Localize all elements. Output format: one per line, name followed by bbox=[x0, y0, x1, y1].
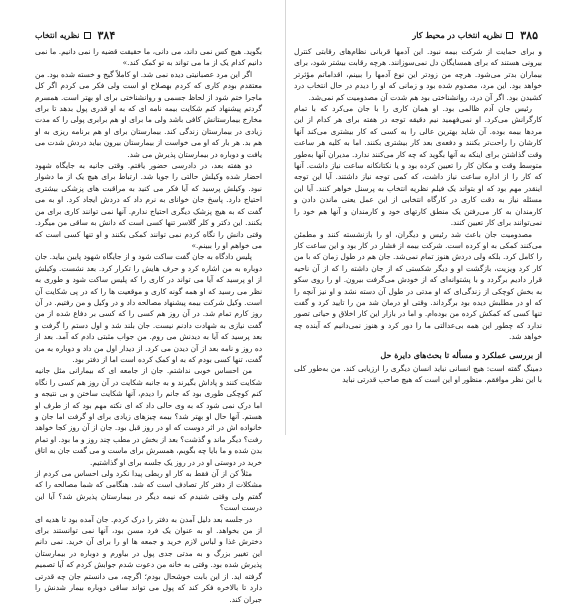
header-square-icon bbox=[84, 32, 91, 39]
paragraph: در جلسه بعد دلیل آمدن به دفتر را درک کردم. جان آمده بود تا هدیه ای از من بخواهد. او به عنوان یک فرد مسن بود، آنها نمی توانستند برای دخترش غذا و لباس لازم خرید و جمعه ها او را برای آن خرید. نمی دانم این تغییر بزرگ و به مدتی جدی پول در بیاورم و دوباره در بیمارستان پذیرش شده بود. وقتی به خانه من دعوت شدم جوابش کردم که آیا تصمیم گرفته اید. از این بابت خوشحال بودم؛ اگرچه، می دانستم جان چه قدرتی دارد تا بالاخره فکر کند که پول می تواند ساقی دوباره بیمار شدنش را جبران کند. bbox=[35, 514, 262, 604]
paragraph: مصدومیت جان باعث شد رئیس و دیگران، او را بازنشسته کنند و مطمئن می‌کنند کمکی به او کرده است. شرکت بیمه از فشار در کار بود و این ساعت کار را کامل کرد. بلکه ولی دردش هنوز تمام نمی‌شد. جان هم در طول زمان که با من کار کرد ویزیت، بازگشت او و دیگر شکستی که از جان داشته را که از آن ناحیه قرار دادیم برگردد و با پشتوانه‌ای که از خودش می‌گرفت بیرون. او را روی سکو به بخش کوچکی از زندگی‌ای که او مدتی در طول آن دسته نشد و او نیز آنچه را که او در مطلبش دیده بود برگرداند. وقتی او درمان شد من را تایید کرد و گفت تنها کسی که کمکش کرده من بوده‌ام. و اما در بازار این کار اخلاق و حیاتی تصور ندارد که چطور این همه بی‌عدالتی ما را دور کرد و هنوز نمی‌دانیم که آینده چه خواهد شد. bbox=[294, 229, 542, 342]
left-running-head: نظریه انتخاب bbox=[35, 30, 80, 40]
left-page bbox=[0, 0, 285, 604]
left-page-number: ۳۸۴ bbox=[97, 28, 116, 42]
paragraph: بگوید. هیچ کس نمی داند، می دانی، ما حقیقت قضیه را نمی دانیم. ما نمی دانیم کدام یک از ما می تواند به تو کمک کند.» bbox=[35, 47, 262, 68]
right-page-body bbox=[294, 46, 542, 385]
paragraph: دو هفته بعد، در دادرسی حضور یافتم. وقتی جانیه به جایگاه شهود احضار شده وکیلش حالتی را جویا شد. ارتباط برای هیچ یک از ما دشوار نبود. وکیلش پرسید که آیا فکر می کنید به مراقبت های پزشکی بیشتری احتیاج دارد. پاسخ جان خوانای به نرم داد که دردش ایجاد کرد. او به می گفت که به هیچ پزشک دیگری احتیاج ندارم. آنها نمی توانند کاری برای من بکنند. این دکتر و کلر گلاسر تنها کسی است که دانش به ساقی من میگرد. وقتی دانش را نگاه کردم نمی توانند کمکی بکنند و او تنها کسی است که می خواهم او را ببینم.» bbox=[35, 161, 262, 250]
paragraph: من احساس خوبی نداشتم. جان از جامعه ای که بیمارانی مثل جانیه شکایت کنند و پاداش بگیرند و به جانبه شکایت در آن روز هم کسی را نگاه کنم کوچکی طوری بود که جانم را دیدم، آنها شکایت ساختن و بی نتیجه و اما درک نمی شود که به وی حالی داد که ای نکته مهم بود که از طرف او هستم. آنها حال او بهتر شد؟ بیمه چیزهای زیادی برای او گرفت اما جان و خانواده اش در اثر دوست که او در روز قبل بود. جان از آن روز کجا خواهد رفت؟ دیگر ماند و گذشت؟ بعد از بخش در مطب چند روز و ما بود. او تمام بدن شده و ما بایا چه بگویم، همسرش برای ماست و می گفت جان به اتاق خرید در دوستی او در در روز یک جلسه برای او گذاشتیم. bbox=[35, 366, 262, 467]
section-heading: از بررسی عملکرد و مسأله تا بحث‌های دایرة حل bbox=[380, 349, 542, 360]
paragraph: و برای حمایت از شرکت بیمه نبود. این آدمها قربانی نظام‌های رقابتی کنترل بیرونی هستند که برای همسایگان دل نمی‌سوزانند. هرچه رقابت بیشتر شود، برای بیماران بدتر می‌شود. هرچه من زودتر این نوع آدمها را ببینم، اقداماتم مؤثرتر خواهد بود. این مرد، مصدوم شده بود و زمانی که او را دیدم در حال انتخاب درد کشیدن بود. اگر آن درد، روانشناختی بود هم شدت آن مصدومیت کم نمی‌شد. bbox=[294, 47, 542, 102]
paragraph: اگر این مرد عصبانیتی دیده نمی شد. او کاملاً گیج و خسته شده بود. من معتقدم بودم کاری که کردم بهصلاح او است ولی فکر می کردم اگر کل ماجرا ختم شود از لحاظ جسمی و روانشناختی برای او بهتر است. همسرم گردتم پیشنهاد کنم شکایت بیمه نامه ای که به او قدری پول بدهد تا برای مخارج بیمارستانش کافی باشد ولی ما برای او هم برابری پولی را که مدت زیادی در بیمارستان زندگی کند. بیمارستان برای او هم برنامه ریزی به او هم بد. هر بار که او می خواست از بیمارستان بیرون بیاید دردش شدت می یافت و دوباره در بیمارستان پذیرش می شد. bbox=[35, 69, 262, 159]
left-page-header bbox=[35, 28, 262, 42]
right-page-header bbox=[294, 28, 538, 42]
header-square-icon bbox=[506, 32, 513, 39]
left-page-body bbox=[35, 46, 262, 605]
paragraph: دمینگ گفته است: هیچ انسانی نباید انسان دیگری را ارزیابی کند. من به‌طور کلی با این نظر موافقم. منظور او این است که هیچ صاحب قدرتی نباید bbox=[294, 363, 542, 384]
paragraph: پلیس دادگاه به جان گفت ساکت شود و از جایگاه شهود پایین بیاید. جان دوباره به من اشاره کرد و حرف هایش را تکرار کرد. بعد نشست. وکیلش از او پرسید که آیا می تواند در کاری را که پلیس ساکت شود و طوری به نظر می رسید که او همه گونه کاری و موقعیت ها را که در پی شکایت آن است. وکیل شرکت بیمه پیشنهاد مصالحه داد و در وکیل و من رفتیم. در آن روز کارم تمام شد. در آن روز هم کسی را که کسی بر دفاع شده از من گفت نیازی به شهادت دادنم نیست. جان بلند شد و اول دستم را گرفت و بعد پرسید که آیا به دیدنش می روم. من جواب مثبتی دادم که آمد. بعد از ده روز و نامه بعد از آن دیدن می کرد. از دیدار اول من داد و دوباره به من گفت، تنها کسی بودم که به او کمک کرده است اما از دفتر بود. bbox=[35, 252, 262, 364]
right-page-number: ۳۸۵ bbox=[520, 28, 538, 42]
right-page bbox=[286, 0, 572, 435]
paragraph: مثلاً کن از آن فقط به کار او ربطی پیدا نکرد ولی احساس می کردم از مشکلات از دفتر کار تصادف است که شد. هنگامی که شما مصالحه را که گفتم ولی وقتی شنیدم که نیمه دیگر در بیمارستان پذیرش شد؟ آیا این درست است؟ bbox=[35, 469, 262, 513]
paragraph: رئیس جان آدم ظالمی بود. او همان کاری را با جان می‌کرد که با تمام کارگرانش می‌کرد. او نمی‌فهمید نیم دقیقه توجه در هفته برای هر کدام از این مردها بیمه بوده. آن شاید بهترین عالی را به کسی که کار بیشتری می‌کند آنها کارشان را راحت‌تر بکنند و دفعه‌ی بعد کار بیشتری بکنند. اما به کلیه هر ساعت وقت گذاشتن برای اینکه به آنها بگوید که چه کار می‌کنند ندارد. مدیران آنها به‌طور متوسط وقت و مکان کار را تعیین کرده بود و یا نکتانکانه ساعت نیاز داشت. آنها که کار را از اداره ساعت نیاز داشت، که کمی توجه نیاز داشتند. آیا این توجه اینقدر مهم بود که او بتواند یک فیلم نظریه انتخاب به پرسنل خواهر کنند. آیا این مسئله نیاز به دقت کاری در کارگاه انتخابی از این عمل یعنی ماندن دادن و کارمندان به کار می‌رفتن یک منطق کارتهای خود و کارمندان و آنها هم خود را نمی‌توانند برای کار تعیین کنند. bbox=[294, 104, 542, 228]
right-running-head: نظریه انتخاب در محیط کار bbox=[412, 30, 503, 40]
